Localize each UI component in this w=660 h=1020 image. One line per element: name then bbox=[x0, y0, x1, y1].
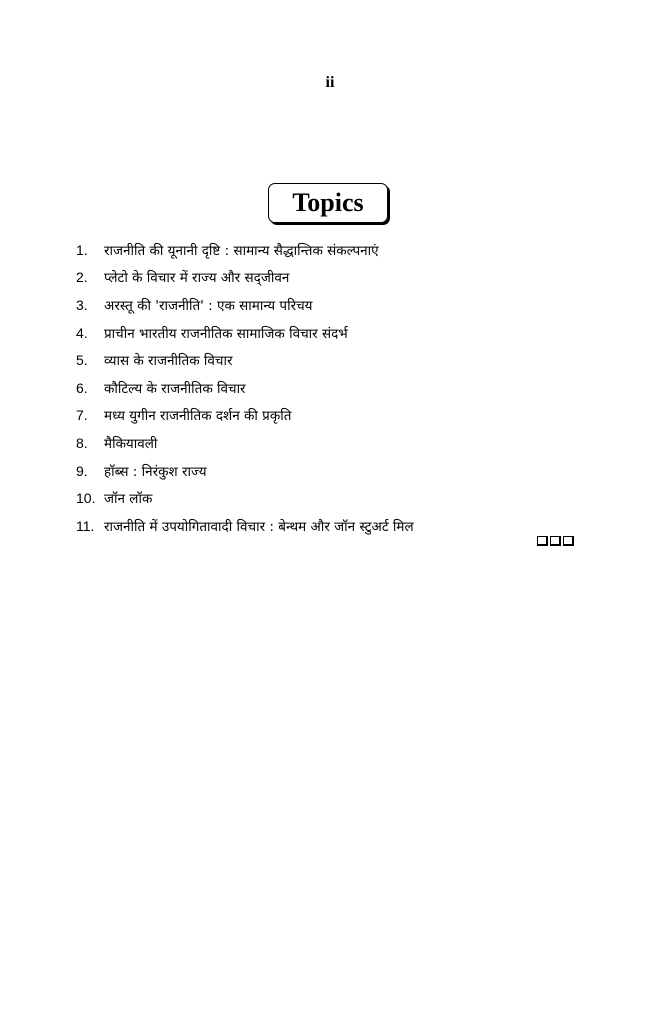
item-number: 7. bbox=[76, 407, 88, 424]
list-item bbox=[76, 236, 616, 264]
item-number: 3. bbox=[76, 296, 88, 313]
item-number: 9. bbox=[76, 462, 88, 479]
list-item bbox=[76, 457, 616, 485]
list-item bbox=[76, 402, 616, 430]
list-item bbox=[76, 429, 616, 457]
item-number: 8. bbox=[76, 434, 88, 451]
square-icon bbox=[537, 536, 548, 546]
item-number: 2. bbox=[76, 269, 88, 286]
list-item bbox=[76, 512, 616, 540]
item-title: राजनीति में उपयोगितावादी विचार : बेन्थम और जॉन स्टुअर्ट मिल bbox=[104, 518, 414, 535]
item-title: प्राचीन भारतीय राजनीतिक सामाजिक विचार संदर्भ bbox=[104, 325, 348, 342]
item-title: कौटिल्य के राजनीतिक विचार bbox=[104, 380, 246, 397]
item-number: 1. bbox=[76, 241, 88, 258]
item-number: 4. bbox=[76, 324, 88, 341]
square-icon bbox=[550, 536, 561, 546]
list-item bbox=[76, 374, 616, 402]
item-title: हॉब्स : निरंकुश राज्य bbox=[104, 463, 207, 480]
topics-heading: Topics bbox=[268, 183, 388, 223]
item-title: राजनीति की यूनानी दृष्टि : सामान्य सैद्धान्तिक संकल्पनाएं bbox=[104, 242, 379, 259]
item-title: अरस्तू की 'राजनीति' : एक सामान्य परिचय bbox=[104, 297, 313, 314]
item-title: मैकियावली bbox=[104, 435, 158, 452]
item-title: मध्य युगीन राजनीतिक दर्शन की प्रकृति bbox=[104, 408, 292, 425]
end-of-section-squares-icon bbox=[537, 536, 574, 546]
list-item bbox=[76, 484, 616, 512]
item-number: 5. bbox=[76, 352, 88, 369]
item-number: 6. bbox=[76, 379, 88, 396]
list-item bbox=[76, 291, 616, 319]
list-item bbox=[76, 346, 616, 374]
item-title: जॉन लॉक bbox=[104, 491, 153, 508]
list-item bbox=[76, 264, 616, 292]
item-number: 11. bbox=[76, 517, 95, 534]
topics-list bbox=[76, 236, 616, 540]
square-icon bbox=[563, 536, 574, 546]
page-number: ii bbox=[325, 74, 335, 91]
list-item bbox=[76, 319, 616, 347]
item-number: 10. bbox=[76, 490, 96, 507]
item-title: व्यास के राजनीतिक विचार bbox=[104, 353, 233, 370]
item-title: प्लेटो के विचार में राज्य और सद्जीवन bbox=[104, 270, 290, 287]
